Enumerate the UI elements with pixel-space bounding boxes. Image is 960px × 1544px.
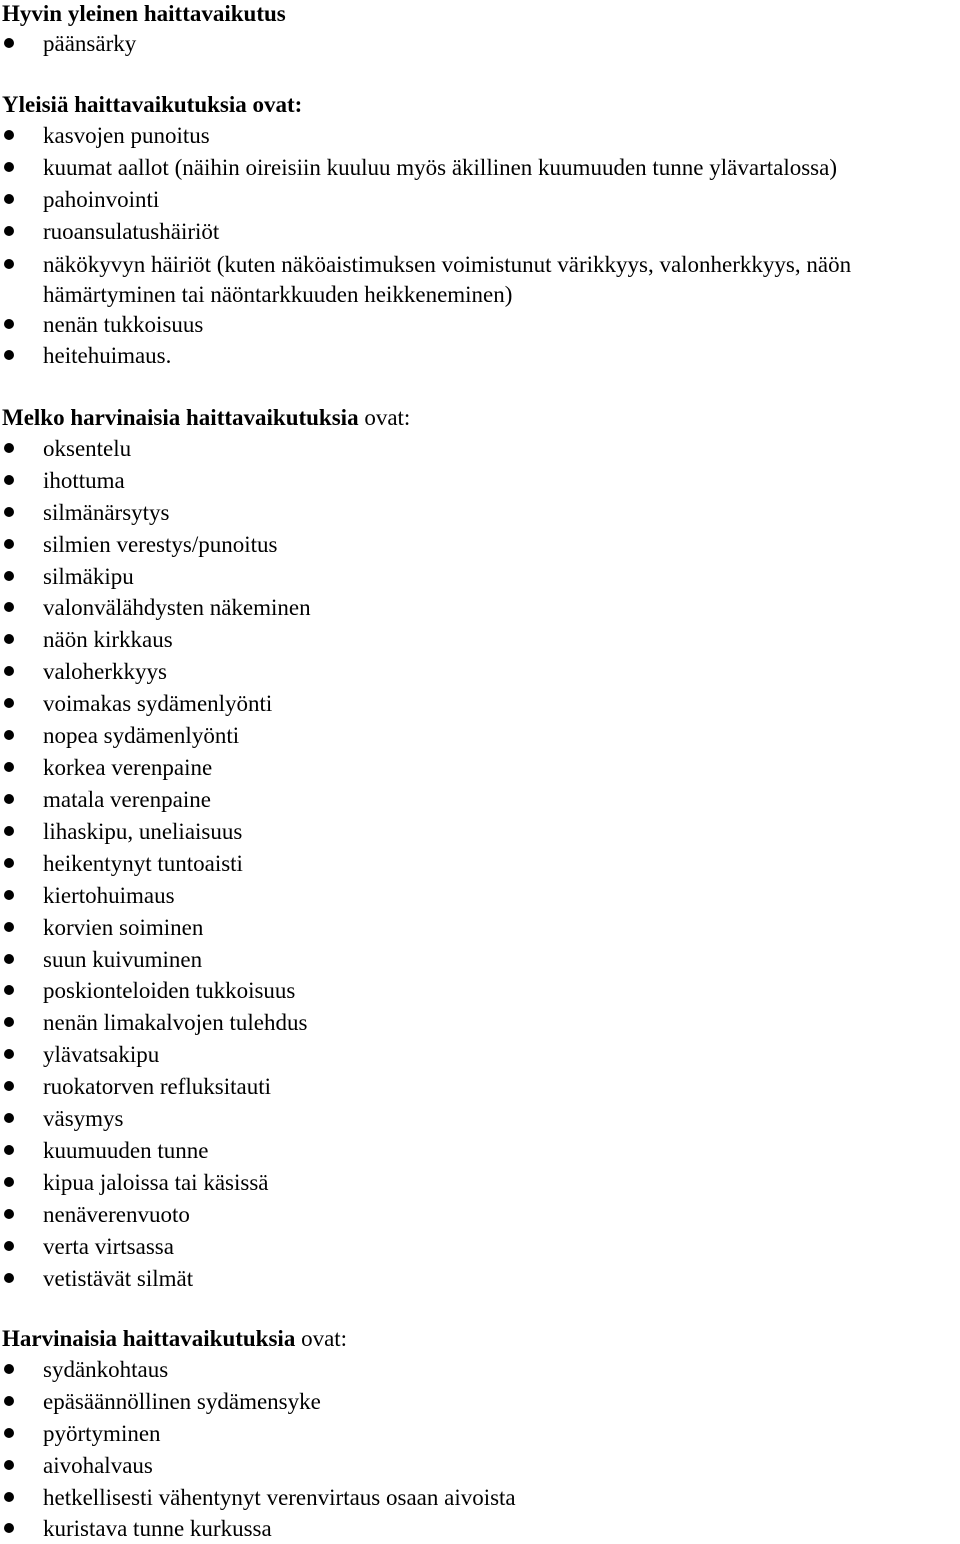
bullet-icon	[4, 762, 14, 772]
bullet-icon	[4, 507, 14, 517]
list-item-text: silmänärsytys	[43, 500, 170, 525]
list-item-text: oksentelu	[43, 436, 132, 461]
list-item-text: korkea verenpaine	[43, 755, 213, 780]
bullet-icon	[4, 38, 14, 48]
bullet-icon	[4, 539, 14, 549]
bullet-icon	[4, 1364, 14, 1374]
list-item-text: ihottuma	[43, 468, 125, 493]
bullet-icon	[4, 858, 14, 868]
bullet-icon	[4, 730, 14, 740]
list-item-text: kiertohuimaus	[43, 883, 175, 908]
bullet-icon	[4, 1523, 14, 1533]
bullet-icon	[4, 571, 14, 581]
heading-rest-text: ovat:	[295, 1326, 348, 1351]
bullet-icon	[4, 954, 14, 964]
bullet-icon	[4, 1145, 14, 1155]
bullet-icon	[4, 1209, 14, 1219]
heading-bold-text: Yleisiä haittavaikutuksia ovat:	[2, 92, 303, 117]
list-item-text: vetistävät silmät	[43, 1266, 194, 1291]
list-item-text: nopea sydämenlyönti	[43, 723, 240, 748]
bullet-icon	[4, 194, 14, 204]
section-heading-rare	[2, 1325, 347, 1353]
bullet-icon	[4, 1049, 14, 1059]
bullet-icon	[4, 698, 14, 708]
list-item-text: epäsäännöllinen sydämensyke	[43, 1389, 321, 1414]
list-item-text: päänsärky	[43, 31, 137, 56]
list-item-text: heikentynyt tuntoaisti	[43, 851, 243, 876]
list-item-text: silmäkipu	[43, 564, 134, 589]
bullet-icon	[4, 634, 14, 644]
list-item-text: heitehuimaus.	[43, 343, 172, 368]
list-item-text: väsymys	[43, 1106, 124, 1131]
list-item-text: nenäverenvuoto	[43, 1202, 190, 1227]
heading-bold-text: Harvinaisia haittavaikutuksia	[2, 1326, 296, 1351]
bullet-icon	[4, 130, 14, 140]
list-item-text: korvien soiminen	[43, 915, 204, 940]
list-item-text: lihaskipu, uneliaisuus	[43, 819, 243, 844]
section-heading-common	[2, 91, 302, 119]
bullet-icon	[4, 826, 14, 836]
list-item-text: aivohalvaus	[43, 1453, 153, 1478]
list-item-text: ylävatsakipu	[43, 1042, 160, 1067]
bullet-icon	[4, 1113, 14, 1123]
bullet-icon	[4, 1492, 14, 1502]
list-item-text: kuumat aallot (näihin oireisiin kuuluu myös äkillinen kuumuuden tunne ylävartalossa)	[43, 155, 837, 180]
bullet-icon	[4, 1017, 14, 1027]
bullet-icon	[4, 985, 14, 995]
bullet-icon	[4, 794, 14, 804]
heading-rest-text: ovat:	[358, 405, 411, 430]
list-item-text: matala verenpaine	[43, 787, 211, 812]
bullet-icon	[4, 890, 14, 900]
bullet-icon	[4, 443, 14, 453]
bullet-icon	[4, 1273, 14, 1283]
list-item-text: silmien verestys/punoitus	[43, 532, 278, 557]
list-item-text: valoherkkyys	[43, 659, 167, 684]
list-item-text: kipua jaloissa tai käsissä	[43, 1170, 269, 1195]
list-item-text: hetkellisesti vähentynyt verenvirtaus osaan aivoista	[43, 1485, 516, 1510]
bullet-icon	[4, 475, 14, 485]
list-item-text: voimakas sydämenlyönti	[43, 691, 273, 716]
list-item-text: sydänkohtaus	[43, 1357, 169, 1382]
bullet-icon	[4, 259, 14, 269]
bullet-icon	[4, 922, 14, 932]
bullet-icon	[4, 1396, 14, 1406]
list-item-text: poskionteloiden tukkoisuus	[43, 978, 296, 1003]
bullet-icon	[4, 666, 14, 676]
bullet-icon	[4, 162, 14, 172]
list-item-text: kasvojen punoitus	[43, 123, 210, 148]
list-item-text: valonvälähdysten näkeminen	[43, 595, 311, 620]
list-item-text: nenän limakalvojen tulehdus	[43, 1010, 308, 1035]
heading-bold-text: Melko harvinaisia haittavaikutuksia	[2, 405, 359, 430]
bullet-icon	[4, 226, 14, 236]
bullet-icon	[4, 1241, 14, 1251]
bullet-icon	[4, 1177, 14, 1187]
bullet-icon	[4, 1460, 14, 1470]
list-item-text: näön kirkkaus	[43, 627, 173, 652]
bullet-icon	[4, 1081, 14, 1091]
list-item-text: nenän tukkoisuus	[43, 312, 204, 337]
bullet-icon	[4, 319, 14, 329]
list-item-text: kuristava tunne kurkussa	[43, 1516, 272, 1541]
list-item-text: pyörtyminen	[43, 1421, 161, 1446]
section-heading-very-common	[2, 0, 286, 28]
section-heading-uncommon	[2, 404, 410, 432]
list-item-text: suun kuivuminen	[43, 947, 203, 972]
list-item-text: näkökyvyn häiriöt (kuten näköaistimuksen voimistunut värikkyys, valonherkkyys, näön hämärtyminen tai näöntarkkuuden heikkeneminen)	[43, 252, 852, 307]
heading-bold-text: Hyvin yleinen haittavaikutus	[2, 1, 286, 26]
list-item-text: verta virtsassa	[43, 1234, 174, 1259]
list-item-text: ruoansulatushäiriöt	[43, 219, 220, 244]
list-item-text: kuumuuden tunne	[43, 1138, 209, 1163]
bullet-icon	[4, 1428, 14, 1438]
bullet-icon	[4, 602, 14, 612]
list-item-text: ruokatorven refluksitauti	[43, 1074, 272, 1099]
bullet-icon	[4, 350, 14, 360]
list-item-text: pahoinvointi	[43, 187, 160, 212]
